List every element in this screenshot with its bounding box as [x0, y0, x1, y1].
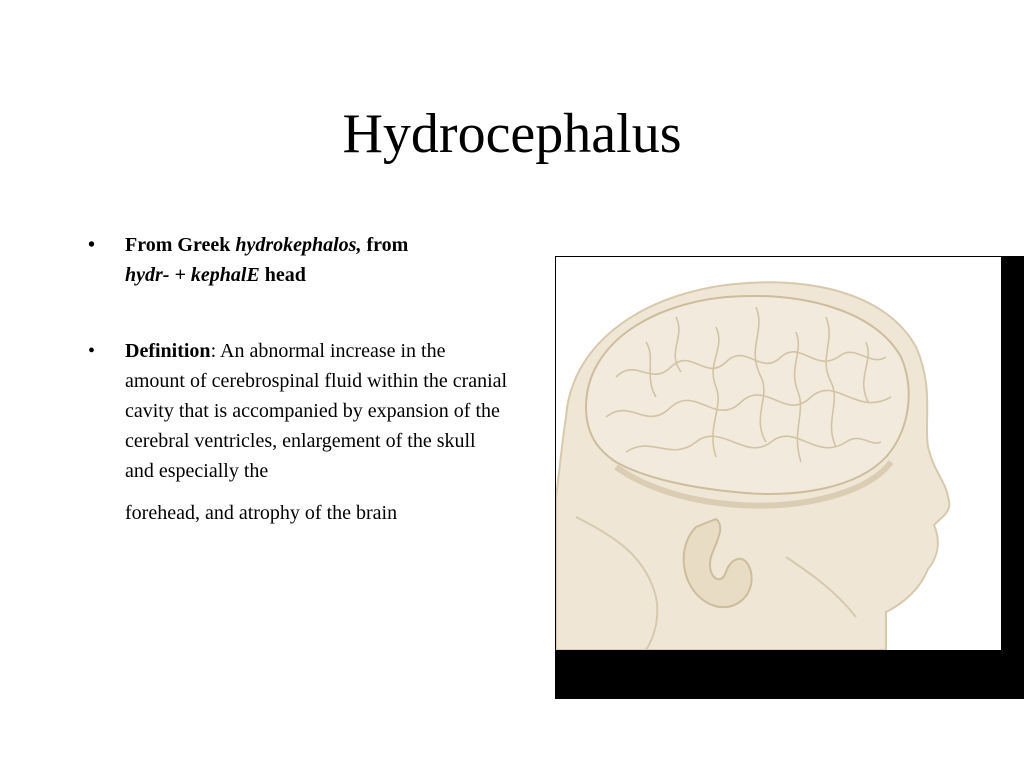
bullet-dot: •	[88, 340, 96, 362]
etymology-suffix: head	[259, 264, 306, 286]
bullet-definition	[88, 336, 508, 528]
bullet-etymology	[88, 230, 508, 290]
definition-text: : An abnormal increase in the amount of cerebrospinal fluid within the cranial cavity that is accompanied by expansion of the cerebral ventricles, enlargement of the skull and especially the	[125, 340, 508, 482]
slide-title: Hydrocephalus	[342, 103, 682, 165]
figure-frame	[555, 256, 1024, 699]
bullet-list	[88, 230, 508, 528]
etymology-mid: from	[361, 234, 409, 256]
definition-last-line: forehead, and atrophy of the brain	[125, 502, 398, 524]
bullet-dot: •	[88, 234, 96, 256]
definition-label: Definition	[125, 340, 211, 362]
brain-illustration-icon	[556, 257, 1001, 650]
etymology-term-roots: hydr- + kephalE	[125, 264, 260, 286]
etymology-term-hydrokephalos: hydrokephalos,	[235, 234, 362, 256]
etymology-prefix: From Greek	[125, 234, 236, 256]
